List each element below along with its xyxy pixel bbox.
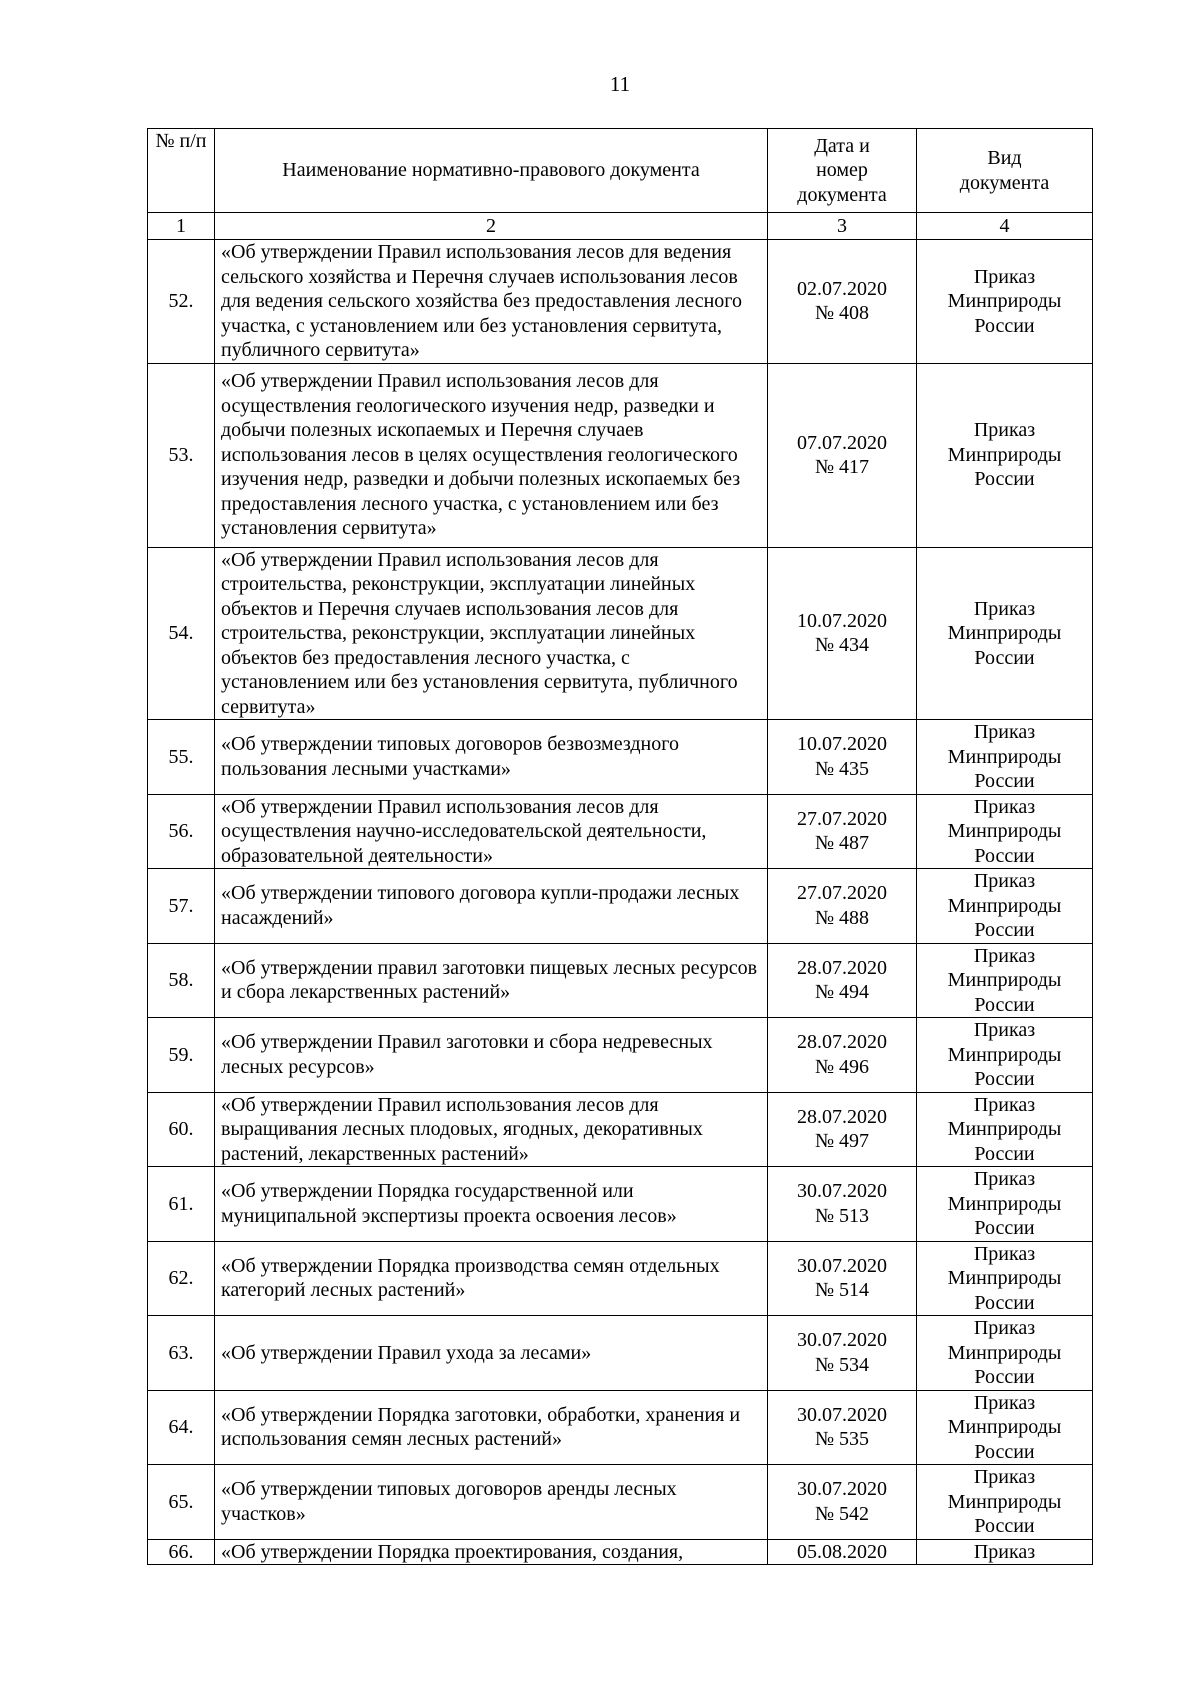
header-date-line3: документа bbox=[797, 183, 887, 206]
document-date-number bbox=[768, 794, 917, 869]
document-date: 10.07.2020 bbox=[797, 733, 887, 756]
document-type-line3: России bbox=[974, 993, 1035, 1016]
document-type-line3: России bbox=[974, 646, 1035, 669]
header-type-line1: Вид bbox=[987, 147, 1022, 169]
document-type-line1: Приказ bbox=[973, 419, 1036, 442]
document-date-number bbox=[768, 363, 917, 547]
table-row bbox=[148, 1316, 1093, 1391]
table-row bbox=[148, 547, 1093, 720]
document-type-line3: России bbox=[974, 1068, 1035, 1090]
document-date: 30.07.2020 bbox=[797, 1180, 887, 1203]
document-type bbox=[917, 794, 1093, 869]
row-number: 56. bbox=[148, 794, 215, 869]
header-date-line1: Дата и bbox=[814, 134, 870, 157]
document-number: № 534 bbox=[814, 1353, 870, 1376]
document-date: 30.07.2020 bbox=[797, 1254, 887, 1277]
document-date: 27.07.2020 bbox=[797, 807, 887, 830]
document-name: «Об утверждении Порядка производства семян отдельных категорий лесных растений» bbox=[215, 1241, 768, 1316]
document-number: № 408 bbox=[814, 302, 870, 325]
document-type-line2: Минприроды bbox=[947, 290, 1062, 312]
document-type-line2: Минприроды bbox=[947, 1490, 1062, 1513]
document-name: «Об утверждении Правил использования лесов для выращивания лесных плодовых, ягодных, декоративных растений, лекарственных растений» bbox=[215, 1092, 768, 1167]
document-type bbox=[917, 1465, 1093, 1540]
page-number: 11 bbox=[609, 72, 631, 96]
document-type-line3: России bbox=[974, 844, 1035, 867]
document-type-line3: России bbox=[974, 1291, 1035, 1314]
document-type bbox=[917, 943, 1093, 1018]
document-name: «Об утверждении Порядка проектирования, создания, bbox=[215, 1539, 768, 1565]
document-date-number bbox=[768, 547, 917, 720]
document-number: № 514 bbox=[814, 1279, 870, 1302]
document-date: 30.07.2020 bbox=[797, 1329, 887, 1352]
table-row bbox=[148, 720, 1093, 795]
document-type-line1: Приказ bbox=[917, 1539, 1093, 1565]
document-date: 30.07.2020 bbox=[797, 1478, 887, 1501]
document-date: 30.07.2020 bbox=[797, 1403, 887, 1426]
header-date-number bbox=[768, 129, 917, 213]
row-number: 53. bbox=[148, 363, 215, 547]
table-body bbox=[148, 240, 1093, 1565]
documents-table bbox=[147, 128, 1093, 1565]
document-name: «Об утверждении Правил использования лесов для осуществления геологического изучения недр, разведки и добычи полезных ископаемых и Перечня случаев использования лесов в целях осуществления геологического изучения недр, разведки и добычи полезных ископаемых без предоставления лесного участка, с установлением или без установления сервитута» bbox=[215, 363, 768, 547]
document-type bbox=[917, 363, 1093, 547]
document-type-line2: Минприроды bbox=[947, 1118, 1062, 1140]
document-number: № 435 bbox=[814, 757, 870, 780]
document-type bbox=[917, 1018, 1093, 1093]
document-date-number bbox=[768, 1018, 917, 1093]
document-type-line1: Приказ bbox=[973, 597, 1036, 620]
table-row bbox=[148, 943, 1093, 1018]
document-type-line1: Приказ bbox=[973, 721, 1036, 743]
row-number: 57. bbox=[148, 869, 215, 944]
document-number: № 487 bbox=[814, 832, 870, 855]
column-number: 3 bbox=[768, 213, 917, 240]
document-date: 28.07.2020 bbox=[797, 1031, 887, 1054]
document-type bbox=[917, 720, 1093, 795]
document-type-line1: Приказ bbox=[973, 870, 1036, 892]
document-number: № 488 bbox=[814, 906, 870, 929]
document-name: «Об утверждении Порядка государственной или муниципальной экспертизы проекта освоения лесов» bbox=[215, 1167, 768, 1242]
document-type-line2: Минприроды bbox=[947, 1341, 1062, 1364]
document-date-number bbox=[768, 240, 917, 364]
document-name: «Об утверждении Правил заготовки и сбора недревесных лесных ресурсов» bbox=[215, 1018, 768, 1093]
document-type-line2: Минприроды bbox=[947, 1043, 1062, 1066]
document-type bbox=[917, 1167, 1093, 1242]
document-type-line1: Приказ bbox=[973, 944, 1036, 967]
table-row bbox=[148, 1465, 1093, 1540]
table-row bbox=[148, 794, 1093, 869]
header-document-name: Наименование нормативно-правового документа bbox=[215, 129, 768, 213]
document-name: «Об утверждении Правил использования лесов для ведения сельского хозяйства и Перечня случаев использования лесов для ведения сельского хозяйства без предоставления лесного участка, с установлением или без установления сервитута, публичного сервитута» bbox=[215, 240, 768, 364]
header-number: № п/п bbox=[148, 129, 215, 213]
document-type-line3: России bbox=[974, 1366, 1035, 1388]
row-number: 66. bbox=[148, 1539, 215, 1565]
document-number: № 496 bbox=[814, 1055, 870, 1078]
document-number: № 494 bbox=[814, 981, 870, 1004]
table-row-partial bbox=[148, 1539, 1093, 1565]
document-number: № 434 bbox=[814, 634, 870, 657]
document-name: «Об утверждении типовых договоров безвозмездного пользования лесными участками» bbox=[215, 720, 768, 795]
document-date-number bbox=[768, 720, 917, 795]
document-number: № 513 bbox=[814, 1204, 870, 1227]
document-name: «Об утверждении Правил использования лесов для осуществления научно-исследовательской деятельности, образовательной деятельности» bbox=[215, 794, 768, 869]
document-date-number bbox=[768, 1390, 917, 1465]
document-name: «Об утверждении типового договора купли-продажи лесных насаждений» bbox=[215, 869, 768, 944]
column-number-row bbox=[148, 213, 1093, 240]
document-name: «Об утверждении типовых договоров аренды лесных участков» bbox=[215, 1465, 768, 1540]
document-type bbox=[917, 547, 1093, 720]
document-type-line1: Приказ bbox=[973, 1168, 1036, 1190]
document-type-line2: Минприроды bbox=[947, 1416, 1062, 1438]
document-type-line2: Минприроды bbox=[947, 1192, 1062, 1215]
document-date-number bbox=[768, 1092, 917, 1167]
document-name: «Об утверждении Правил использования лесов для строительства, реконструкции, эксплуатации линейных объектов и Перечня случаев использования лесов для строительства, реконструкции, эксплуатации линейных объектов без предоставления лесного участка, с установлением или без установления сервитута, публичного сервитута» bbox=[215, 547, 768, 720]
document-date: 27.07.2020 bbox=[797, 882, 887, 905]
document-type-line2: Минприроды bbox=[947, 443, 1062, 466]
document-type-line3: России bbox=[974, 1217, 1035, 1239]
document-name: «Об утверждении правил заготовки пищевых лесных ресурсов и сбора лекарственных растений» bbox=[215, 943, 768, 1018]
document-type-line1: Приказ bbox=[973, 1242, 1036, 1265]
document-type-line1: Приказ bbox=[973, 1466, 1036, 1488]
table-row bbox=[148, 869, 1093, 944]
document-type-line1: Приказ bbox=[973, 795, 1036, 818]
document-type-line3: России bbox=[974, 314, 1035, 337]
column-number: 1 bbox=[148, 213, 215, 240]
document-number: № 542 bbox=[814, 1502, 870, 1525]
header-date-line2: номер bbox=[816, 159, 868, 182]
document-date-number bbox=[768, 869, 917, 944]
document-date-number bbox=[768, 1241, 917, 1316]
document-type-line3: России bbox=[974, 1440, 1035, 1463]
document-number: № 497 bbox=[814, 1130, 870, 1153]
document-type-line3: России bbox=[974, 1515, 1035, 1537]
document-date: 28.07.2020 bbox=[797, 1105, 887, 1128]
document-name: «Об утверждении Порядка заготовки, обработки, хранения и использования семян лесных растений» bbox=[215, 1390, 768, 1465]
table-row bbox=[148, 1167, 1093, 1242]
document-date-number bbox=[768, 1465, 917, 1540]
document-type-line2: Минприроды bbox=[947, 1267, 1062, 1289]
document-date: 02.07.2020 bbox=[797, 277, 887, 300]
document-type bbox=[917, 869, 1093, 944]
table-row bbox=[148, 363, 1093, 547]
document-type bbox=[917, 1316, 1093, 1391]
table-header-row bbox=[148, 129, 1093, 213]
document-type-line1: Приказ bbox=[973, 1391, 1036, 1414]
document-date: 05.08.2020 bbox=[768, 1539, 917, 1565]
header-type-line2: документа bbox=[959, 171, 1050, 194]
header-document-type bbox=[917, 129, 1093, 213]
row-number: 55. bbox=[148, 720, 215, 795]
document-type-line2: Минприроды bbox=[947, 745, 1062, 768]
row-number: 63. bbox=[148, 1316, 215, 1391]
document-type-line2: Минприроды bbox=[947, 820, 1062, 842]
document-type bbox=[917, 1092, 1093, 1167]
document-type-line3: России bbox=[974, 770, 1035, 792]
document-type-line3: России bbox=[974, 919, 1035, 941]
document-name: «Об утверждении Правил ухода за лесами» bbox=[215, 1316, 768, 1391]
row-number: 64. bbox=[148, 1390, 215, 1465]
column-number: 2 bbox=[215, 213, 768, 240]
document-type bbox=[917, 1241, 1093, 1316]
document-type-line1: Приказ bbox=[973, 1019, 1036, 1041]
document-number: № 417 bbox=[814, 456, 870, 478]
column-number: 4 bbox=[917, 213, 1093, 240]
document-type-line1: Приказ bbox=[973, 1093, 1036, 1116]
document-date-number bbox=[768, 943, 917, 1018]
document-type-line3: России bbox=[974, 468, 1035, 491]
document-type-line2: Минприроды bbox=[947, 894, 1062, 917]
document-number: № 535 bbox=[814, 1428, 870, 1451]
row-number: 61. bbox=[148, 1167, 215, 1242]
document-type-line1: Приказ bbox=[973, 265, 1036, 288]
document-type-line3: России bbox=[974, 1142, 1035, 1165]
row-number: 62. bbox=[148, 1241, 215, 1316]
document-date-number bbox=[768, 1316, 917, 1391]
document-type bbox=[917, 240, 1093, 364]
document-type-line1: Приказ bbox=[973, 1317, 1036, 1339]
table-row bbox=[148, 1390, 1093, 1465]
document-type-line2: Минприроды bbox=[947, 622, 1062, 644]
table-row bbox=[148, 1018, 1093, 1093]
row-number: 59. bbox=[148, 1018, 215, 1093]
document-date: 28.07.2020 bbox=[797, 956, 887, 979]
table-row bbox=[148, 1092, 1093, 1167]
document-date: 10.07.2020 bbox=[797, 609, 887, 632]
row-number: 65. bbox=[148, 1465, 215, 1540]
table-row bbox=[148, 240, 1093, 364]
table-row bbox=[148, 1241, 1093, 1316]
row-number: 60. bbox=[148, 1092, 215, 1167]
row-number: 52. bbox=[148, 240, 215, 364]
row-number: 54. bbox=[148, 547, 215, 720]
document-date: 07.07.2020 bbox=[797, 431, 887, 454]
document-date-number bbox=[768, 1167, 917, 1242]
document-type bbox=[917, 1390, 1093, 1465]
row-number: 58. bbox=[148, 943, 215, 1018]
document-type-line2: Минприроды bbox=[947, 969, 1062, 991]
